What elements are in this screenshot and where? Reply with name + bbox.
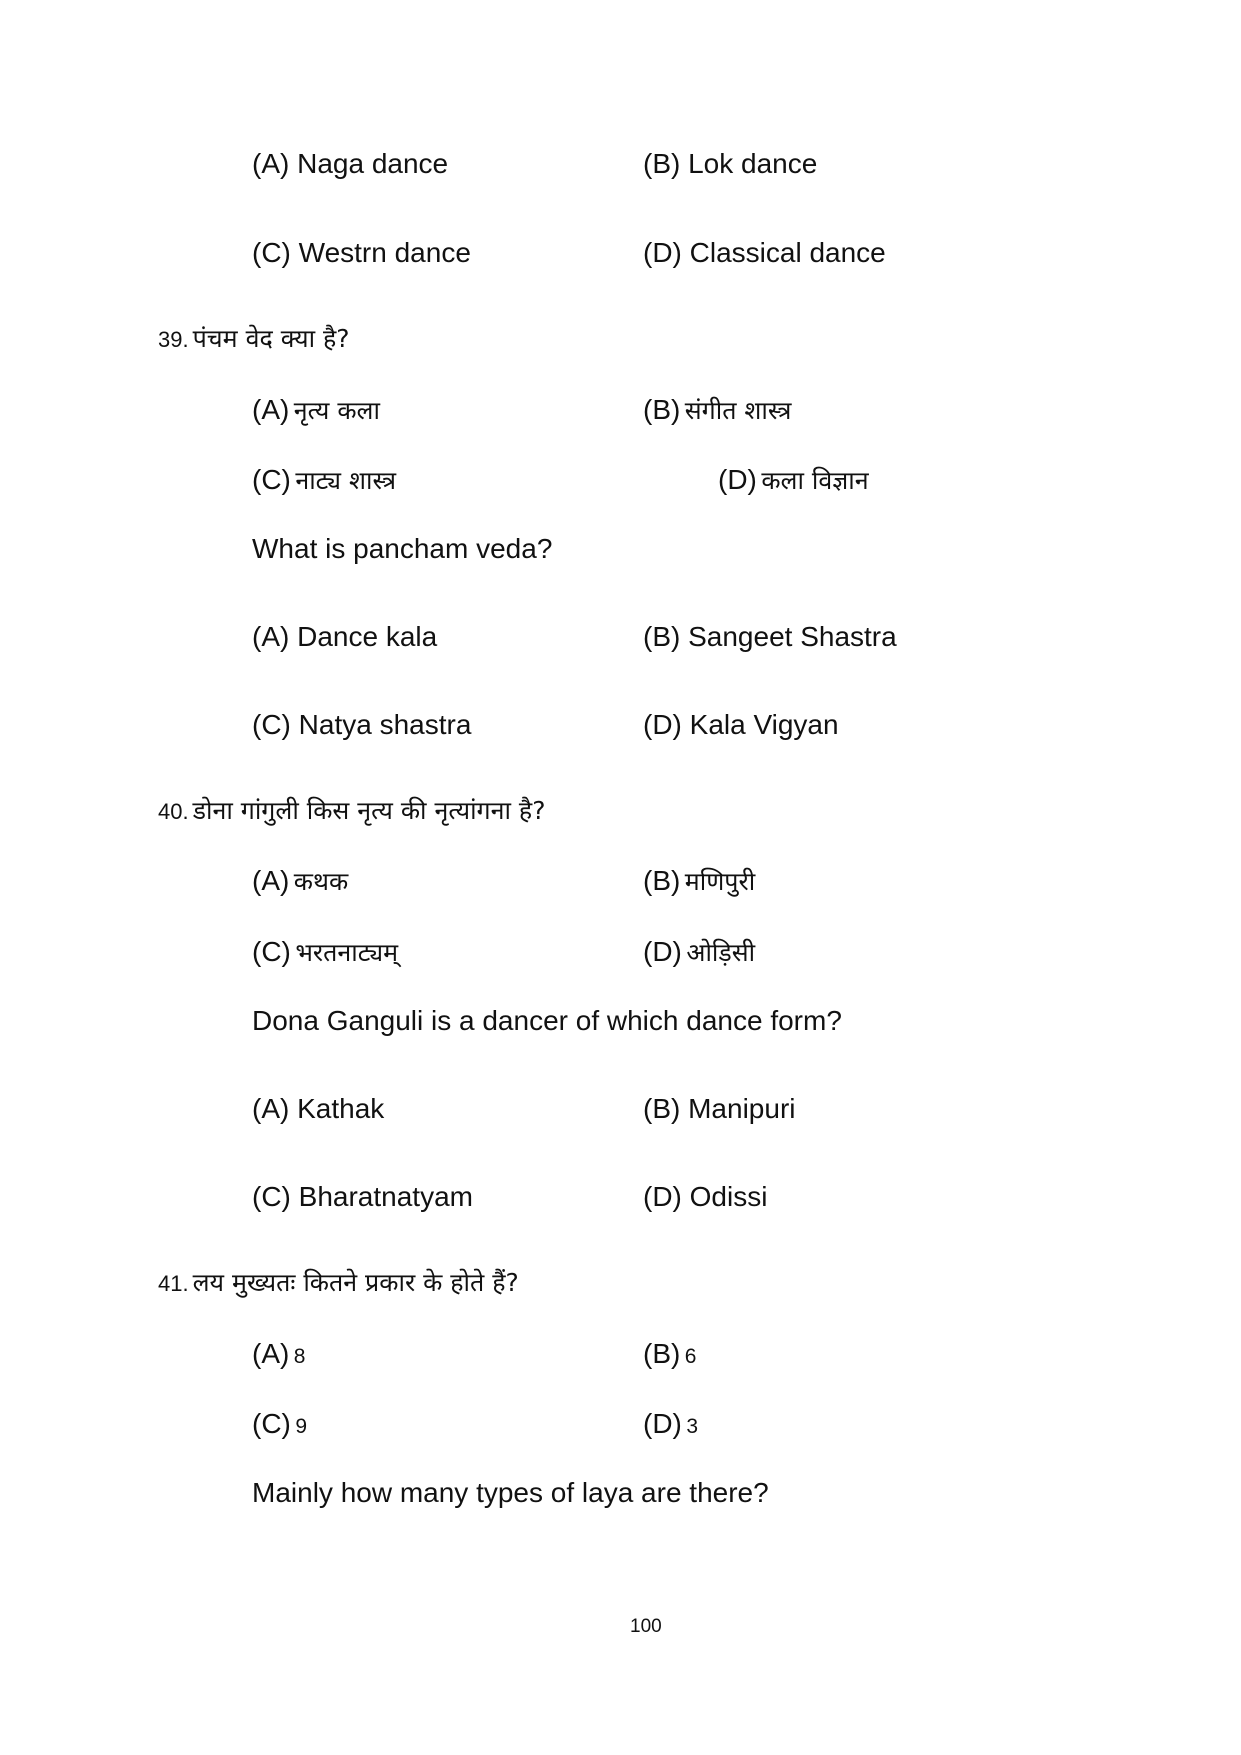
option-label: (A) xyxy=(252,394,290,425)
q40-hindi-option-d xyxy=(643,938,755,966)
option-text: 8 xyxy=(293,1345,306,1368)
option-text: कथक xyxy=(293,867,349,896)
q39-hindi-text: पंचम वेद क्या है? xyxy=(192,324,350,353)
q41-english-question: Mainly how many types of laya are there? xyxy=(252,1477,769,1508)
option-text: संगीत शास्त्र xyxy=(684,396,792,425)
q39-english-question: What is pancham veda? xyxy=(252,533,553,564)
q39-hindi-option-c xyxy=(252,466,396,494)
q41-option-a xyxy=(252,1340,305,1368)
option-label: (D) xyxy=(643,936,682,967)
q38-option-d: (D) Classical dance xyxy=(643,237,886,268)
option-label: (B) xyxy=(643,394,681,425)
q39-hindi-option-b xyxy=(643,396,791,424)
q40-option-a: (A) Kathak xyxy=(252,1093,385,1124)
option-label: (A) xyxy=(252,1338,290,1369)
q40-hindi-option-a xyxy=(252,867,348,895)
q41-hindi-question xyxy=(158,1270,519,1295)
option-label: (B) xyxy=(643,1338,681,1369)
q39-number: 39. xyxy=(158,327,189,352)
option-text: 3 xyxy=(686,1415,699,1438)
q38-option-b: (B) Lok dance xyxy=(643,148,818,179)
q41-option-c xyxy=(252,1410,307,1438)
option-label: (C) xyxy=(252,936,291,967)
q41-option-b xyxy=(643,1340,696,1368)
q39-option-c: (C) Natya shastra xyxy=(252,709,472,740)
q39-hindi-option-d xyxy=(718,466,869,494)
q40-english-question: Dona Ganguli is a dancer of which dance form? xyxy=(252,1005,842,1036)
q38-option-a: (A) Naga dance xyxy=(252,148,449,179)
option-text: कला विज्ञान xyxy=(761,466,869,495)
q40-option-c: (C) Bharatnatyam xyxy=(252,1181,473,1212)
q40-hindi-text: डोना गांगुली किस नृत्य की नृत्यांगना है? xyxy=(192,796,546,825)
q39-option-b: (B) Sangeet Shastra xyxy=(643,621,897,652)
q39-hindi-question xyxy=(158,326,350,351)
q41-option-d xyxy=(643,1410,698,1438)
option-text: 6 xyxy=(684,1345,697,1368)
page-number: 100 xyxy=(630,1616,662,1637)
q39-option-d: (D) Kala Vigyan xyxy=(643,709,839,740)
option-text: 9 xyxy=(295,1415,308,1438)
option-text: नाट्य शास्त्र xyxy=(295,466,397,495)
q40-hindi-option-c xyxy=(252,938,398,966)
option-label: (A) xyxy=(252,865,290,896)
option-label: (C) xyxy=(252,1408,291,1439)
q39-option-a: (A) Dance kala xyxy=(252,621,438,652)
q40-hindi-option-b xyxy=(643,867,755,895)
q40-option-b: (B) Manipuri xyxy=(643,1093,796,1124)
q41-number: 41. xyxy=(158,1271,189,1296)
q41-hindi-text: लय मुख्यतः कितने प्रकार के होते हैं? xyxy=(192,1268,519,1297)
option-text: मणिपुरी xyxy=(684,867,756,896)
option-label: (B) xyxy=(643,865,681,896)
q40-option-d: (D) Odissi xyxy=(643,1181,768,1212)
option-label: (C) xyxy=(252,464,291,495)
option-text: नृत्य कला xyxy=(293,396,380,425)
option-text: भरतनाट्यम् xyxy=(295,938,399,967)
q39-hindi-option-a xyxy=(252,396,380,424)
option-label: (D) xyxy=(643,1408,682,1439)
q40-hindi-question xyxy=(158,798,545,823)
option-label: (D) xyxy=(718,464,757,495)
q38-option-c: (C) Westrn dance xyxy=(252,237,471,268)
q40-number: 40. xyxy=(158,799,189,824)
option-text: ओड़िसी xyxy=(686,938,756,967)
